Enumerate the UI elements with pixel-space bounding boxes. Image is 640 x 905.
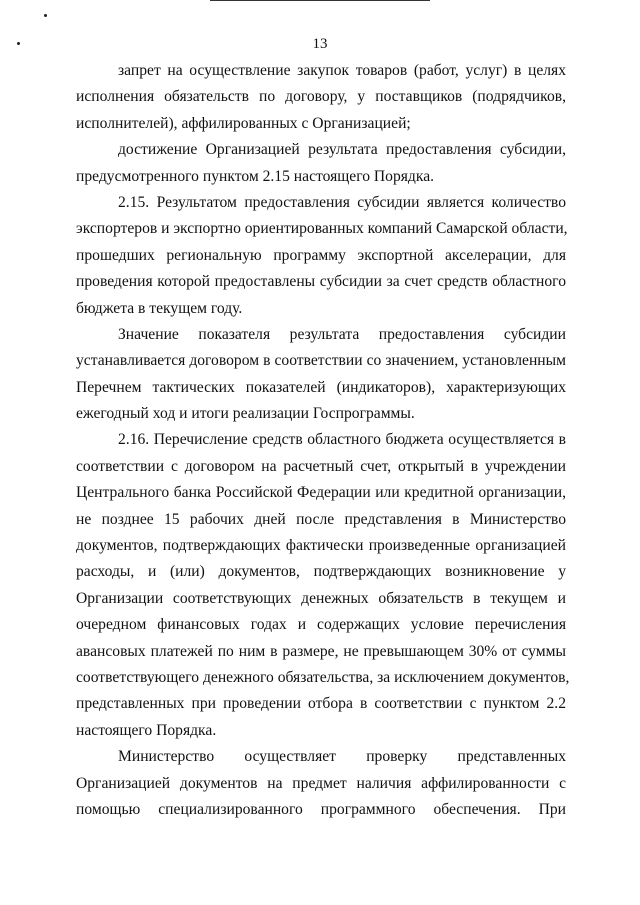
- text-line: предусмотренного пунктом 2.15 настоящего Порядка.: [76, 167, 435, 185]
- top-edge-rule: [210, 0, 430, 1]
- scan-dot-mark: [44, 14, 47, 17]
- document-body: [76, 58, 570, 823]
- text-line: соответствующего денежного обязательства, за исключением документов,: [76, 668, 570, 686]
- paragraph: [76, 58, 566, 137]
- text-line: бюджета в текущем году.: [76, 299, 243, 317]
- text-line: очередном финансовых годах и содержащих условие перечисления: [76, 616, 566, 634]
- text-line: настоящего Порядка.: [76, 721, 217, 739]
- text-line: представленных при проведении отбора в соответствии с пунктом 2.2: [76, 695, 566, 713]
- text-line: 2.16. Перечисление средств областного бюджета осуществляется в: [118, 431, 566, 449]
- paragraph: [76, 322, 566, 428]
- text-line: экспортеров и экспортно ориентированных компаний Самарской области,: [76, 220, 568, 238]
- text-line: прошедших региональную программу экспортной акселерации, для: [76, 246, 566, 264]
- text-line: соответствии с договором на расчетный счет, открытый в учреждении: [76, 457, 566, 475]
- paragraph: [76, 190, 566, 322]
- text-line: авансовых платежей по ним в размере, не превышающем 30% от суммы: [76, 642, 566, 660]
- text-line: Перечнем тактических показателей (индикаторов), характеризующих: [76, 378, 566, 396]
- text-line: документов, подтверждающих фактически произведенные организацией: [76, 537, 566, 555]
- text-line: не позднее 15 рабочих дней после представления в Министерство: [76, 510, 566, 528]
- paragraph: [76, 744, 566, 823]
- text-line: исполнения обязательств по договору, у поставщиков (подрядчиков,: [76, 88, 566, 106]
- text-line: 2.15. Результатом предоставления субсидии является количество: [118, 193, 566, 211]
- text-line: Организацией документов на предмет наличия аффилированности с: [76, 774, 566, 792]
- text-line: Центрального банка Российской Федерации или кредитной организации,: [76, 484, 566, 502]
- text-line: Организации соответствующих денежных обязательств в текущем и: [76, 589, 566, 607]
- text-line: расходы, и (или) документов, подтверждающих возникновение у: [76, 563, 566, 581]
- text-line: помощью специализированного программного обеспечения. При: [76, 800, 566, 818]
- text-line: исполнителей), аффилированных с Организацией;: [76, 114, 411, 132]
- text-line: достижение Организацией результата предоставления субсидии,: [118, 141, 566, 159]
- text-line: ежегодный ход и итоги реализации Госпрограммы.: [76, 405, 415, 423]
- paragraph: [76, 427, 570, 744]
- paragraph: [76, 137, 566, 190]
- text-line: запрет на осуществление закупок товаров (работ, услуг) в целях: [118, 62, 566, 79]
- text-line: проведения которой предоставлены субсидии за счет средств областного: [76, 273, 566, 291]
- text-line: Министерство осуществляет проверку представленных: [118, 748, 566, 766]
- page-number: 13: [312, 36, 328, 52]
- text-line: Значение показателя результата предоставления субсидии: [118, 325, 566, 343]
- text-line: устанавливается договором в соответствии со значением, установленным: [76, 352, 566, 370]
